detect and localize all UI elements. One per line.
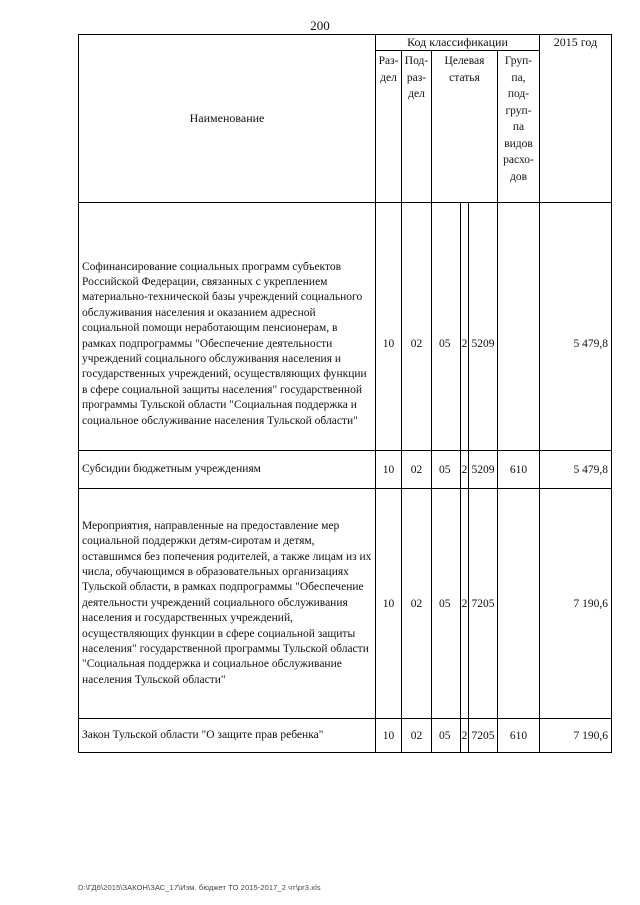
row-name: Мероприятия, направленные на предоставление мер социальной поддержки детям-сиротам и детям, оставшимся без попечения родителей, а также лицам из их числа, обучающимся в образовательных организациях Тульской области, в рамках подпрограммы "Обеспечение деятельности учреждений социального обслуживания населения и государственных учреждений, осуществляющих функции в сфере социальной защиты населения" государственной программы Тульской области "Социальная поддержка и социальное обслуживание населения Тульской области" xyxy=(79,489,376,719)
page-number: 200 xyxy=(310,18,330,33)
row-cs-2: 2 xyxy=(461,719,469,753)
row-podrazdel: 02 xyxy=(402,451,432,489)
row-name: Закон Тульской области "О защите прав ребенка" xyxy=(79,719,376,753)
row-podrazdel: 02 xyxy=(402,239,432,451)
table-spacer xyxy=(79,203,612,239)
row-razdel: 10 xyxy=(376,239,402,451)
table-row xyxy=(79,239,612,451)
row-name: Субсидии бюджетным учреждениям xyxy=(79,451,376,489)
header-celevaya-statya: Целевая статья xyxy=(432,51,498,203)
budget-table xyxy=(78,34,612,753)
row-cs-1: 05 xyxy=(432,489,454,719)
row-amount: 5 479,8 xyxy=(540,451,612,489)
row-amount: 5 479,8 xyxy=(540,239,612,451)
row-podrazdel: 02 xyxy=(402,489,432,719)
header-gruppa: Груп- па, под- груп- па видов расхо- дов xyxy=(498,51,540,203)
row-cs-2: 2 xyxy=(461,239,469,451)
header-razdel: Раз- дел xyxy=(376,51,402,203)
table-row xyxy=(79,719,612,753)
row-vid xyxy=(498,489,540,719)
row-cs-3: 7205 xyxy=(469,719,498,753)
header-podrazdel: Под- раз- дел xyxy=(402,51,432,203)
row-cs-3: 7205 xyxy=(469,489,498,719)
row-cs-3: 5209 xyxy=(469,451,498,489)
row-cs-2: 2 xyxy=(461,451,469,489)
row-cs-2: 2 xyxy=(461,489,469,719)
row-amount: 7 190,6 xyxy=(540,719,612,753)
row-cs-1: 05 xyxy=(432,239,454,451)
header-name: Наименование xyxy=(79,35,376,203)
row-vid: 610 xyxy=(498,451,540,489)
table-row xyxy=(79,489,612,719)
row-vid: 610 xyxy=(498,719,540,753)
row-podrazdel: 02 xyxy=(402,719,432,753)
row-name: Софинансирование социальных программ субъектов Российской Федерации, связанных с укреплением материально-технической базы учреждений социального обслуживания населения и оказанием адресной социальной помощи неработающим пенсионерам, в рамках подпрограммы "Обеспечение деятельности учреждений социального обслуживания населения и государственных учреждений, осуществляющих функции в сфере социальной защиты населения" государственной программы Тульской области "Социальная поддержка и социальное обслуживание населения Тульской области" xyxy=(79,239,376,451)
header-classification: Код классификации xyxy=(376,35,540,51)
footer-file-path: D:\ГД6\2015\ЗАКОН\ЗАС_17\Изм. бюджет ТО 2015-2017_2 чт\pr3.xls xyxy=(78,883,321,892)
row-amount: 7 190,6 xyxy=(540,489,612,719)
row-razdel: 10 xyxy=(376,719,402,753)
table-row xyxy=(79,451,612,489)
row-cs-1: 05 xyxy=(432,451,454,489)
row-razdel: 10 xyxy=(376,451,402,489)
row-cs-1: 05 xyxy=(432,719,454,753)
row-cs-3: 5209 xyxy=(469,239,498,451)
header-year: 2015 год xyxy=(540,35,612,203)
row-razdel: 10 xyxy=(376,489,402,719)
row-vid xyxy=(498,239,540,451)
